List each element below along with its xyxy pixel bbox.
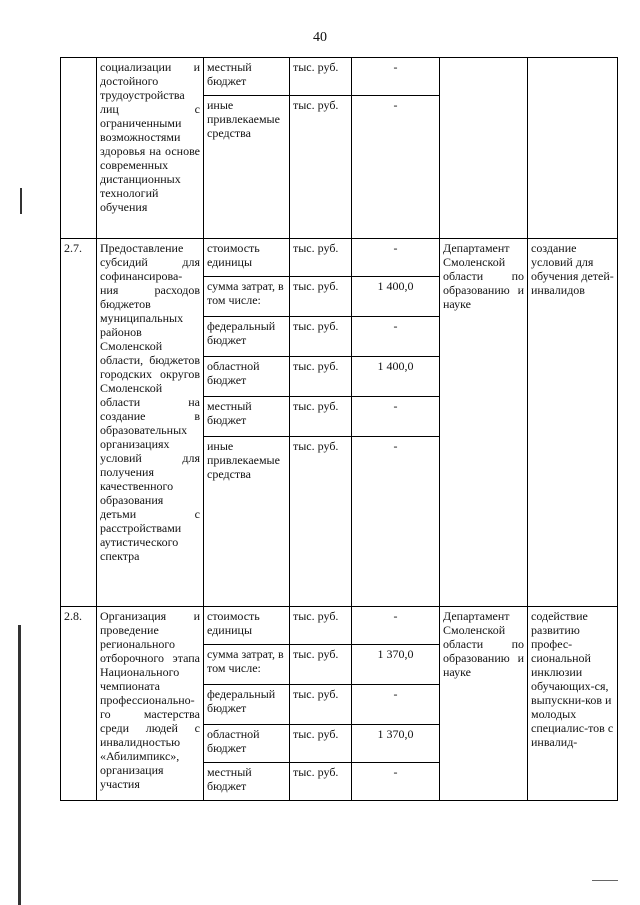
- value-cell: -: [352, 397, 440, 437]
- funding-source-cell: стоимость единицы: [204, 607, 290, 645]
- responsible-cell: [440, 58, 528, 239]
- unit-cell: тыс. руб.: [290, 357, 352, 397]
- unit-cell: тыс. руб.: [290, 437, 352, 607]
- funding-source-cell: сумма затрат, в том числе:: [204, 277, 290, 317]
- table-row: [61, 607, 618, 645]
- funding-source-cell: федеральный бюджет: [204, 317, 290, 357]
- value-cell: 1 370,0: [352, 645, 440, 685]
- responsible-cell: Департамент Смоленской области по образованию и науке: [440, 607, 528, 801]
- unit-cell: тыс. руб.: [290, 96, 352, 239]
- funding-source-cell: иные привлекаемые средства: [204, 96, 290, 239]
- unit-cell: тыс. руб.: [290, 763, 352, 801]
- value-cell: -: [352, 317, 440, 357]
- item-name-cell: социализации и достойного трудоустройства лиц с ограниченными возможностями здоровья на основе современных дистанционных технологий обучения: [97, 58, 204, 239]
- item-number-cell: 2.7.: [61, 239, 97, 607]
- table-row: [61, 58, 618, 96]
- funding-source-cell: федеральный бюджет: [204, 685, 290, 725]
- unit-cell: тыс. руб.: [290, 725, 352, 763]
- page-number: 40: [313, 30, 327, 45]
- value-cell: -: [352, 239, 440, 277]
- item-number-cell: 2.8.: [61, 607, 97, 801]
- value-cell: -: [352, 685, 440, 725]
- value-cell: 1 370,0: [352, 725, 440, 763]
- program-activities-table: [60, 57, 618, 801]
- value-cell: -: [352, 96, 440, 239]
- value-cell: -: [352, 607, 440, 645]
- funding-source-cell: стоимость единицы: [204, 239, 290, 277]
- value-cell: -: [352, 763, 440, 801]
- funding-source-cell: местный бюджет: [204, 397, 290, 437]
- value-cell: 1 400,0: [352, 357, 440, 397]
- value-cell: -: [352, 437, 440, 607]
- scan-artifact-dash: [592, 880, 618, 881]
- unit-cell: тыс. руб.: [290, 685, 352, 725]
- unit-cell: тыс. руб.: [290, 607, 352, 645]
- funding-source-cell: иные привлекаемые средства: [204, 437, 290, 607]
- funding-source-cell: местный бюджет: [204, 763, 290, 801]
- funding-source-cell: областной бюджет: [204, 357, 290, 397]
- value-cell: -: [352, 58, 440, 96]
- scan-artifact-bar: [18, 625, 21, 905]
- unit-cell: тыс. руб.: [290, 317, 352, 357]
- table-row: [61, 239, 618, 277]
- result-cell: содействие развитию профес-сиональной инклюзии обучающих-ся, выпускни-ков и молодых специалис-тов с инвалид-: [528, 607, 618, 801]
- funding-source-cell: областной бюджет: [204, 725, 290, 763]
- unit-cell: тыс. руб.: [290, 397, 352, 437]
- scan-artifact-mark: [20, 188, 22, 214]
- value-cell: 1 400,0: [352, 277, 440, 317]
- unit-cell: тыс. руб.: [290, 58, 352, 96]
- item-number-cell: [61, 58, 97, 239]
- unit-cell: тыс. руб.: [290, 239, 352, 277]
- unit-cell: тыс. руб.: [290, 645, 352, 685]
- result-cell: [528, 58, 618, 239]
- item-name-cell: Предоставление субсидий для софинансирова-ния расходов бюджетов муниципальных районов Смоленской области, бюджетов городских округов Смоленской области на создание в образовательных организациях условий для получения качественного образования детьми с расстройствами аутистического спектра: [97, 239, 204, 607]
- responsible-cell: Департамент Смоленской области по образованию и науке: [440, 239, 528, 607]
- result-cell: создание условий для обучения детей-инвалидов: [528, 239, 618, 607]
- item-name-cell: Организация и проведение регионального отборочного этапа Национального чемпионата профессионально-го мастерства среди людей с инвалидностью «Абилимпикс», организация участия: [97, 607, 204, 801]
- unit-cell: тыс. руб.: [290, 277, 352, 317]
- funding-source-cell: местный бюджет: [204, 58, 290, 96]
- funding-source-cell: сумма затрат, в том числе:: [204, 645, 290, 685]
